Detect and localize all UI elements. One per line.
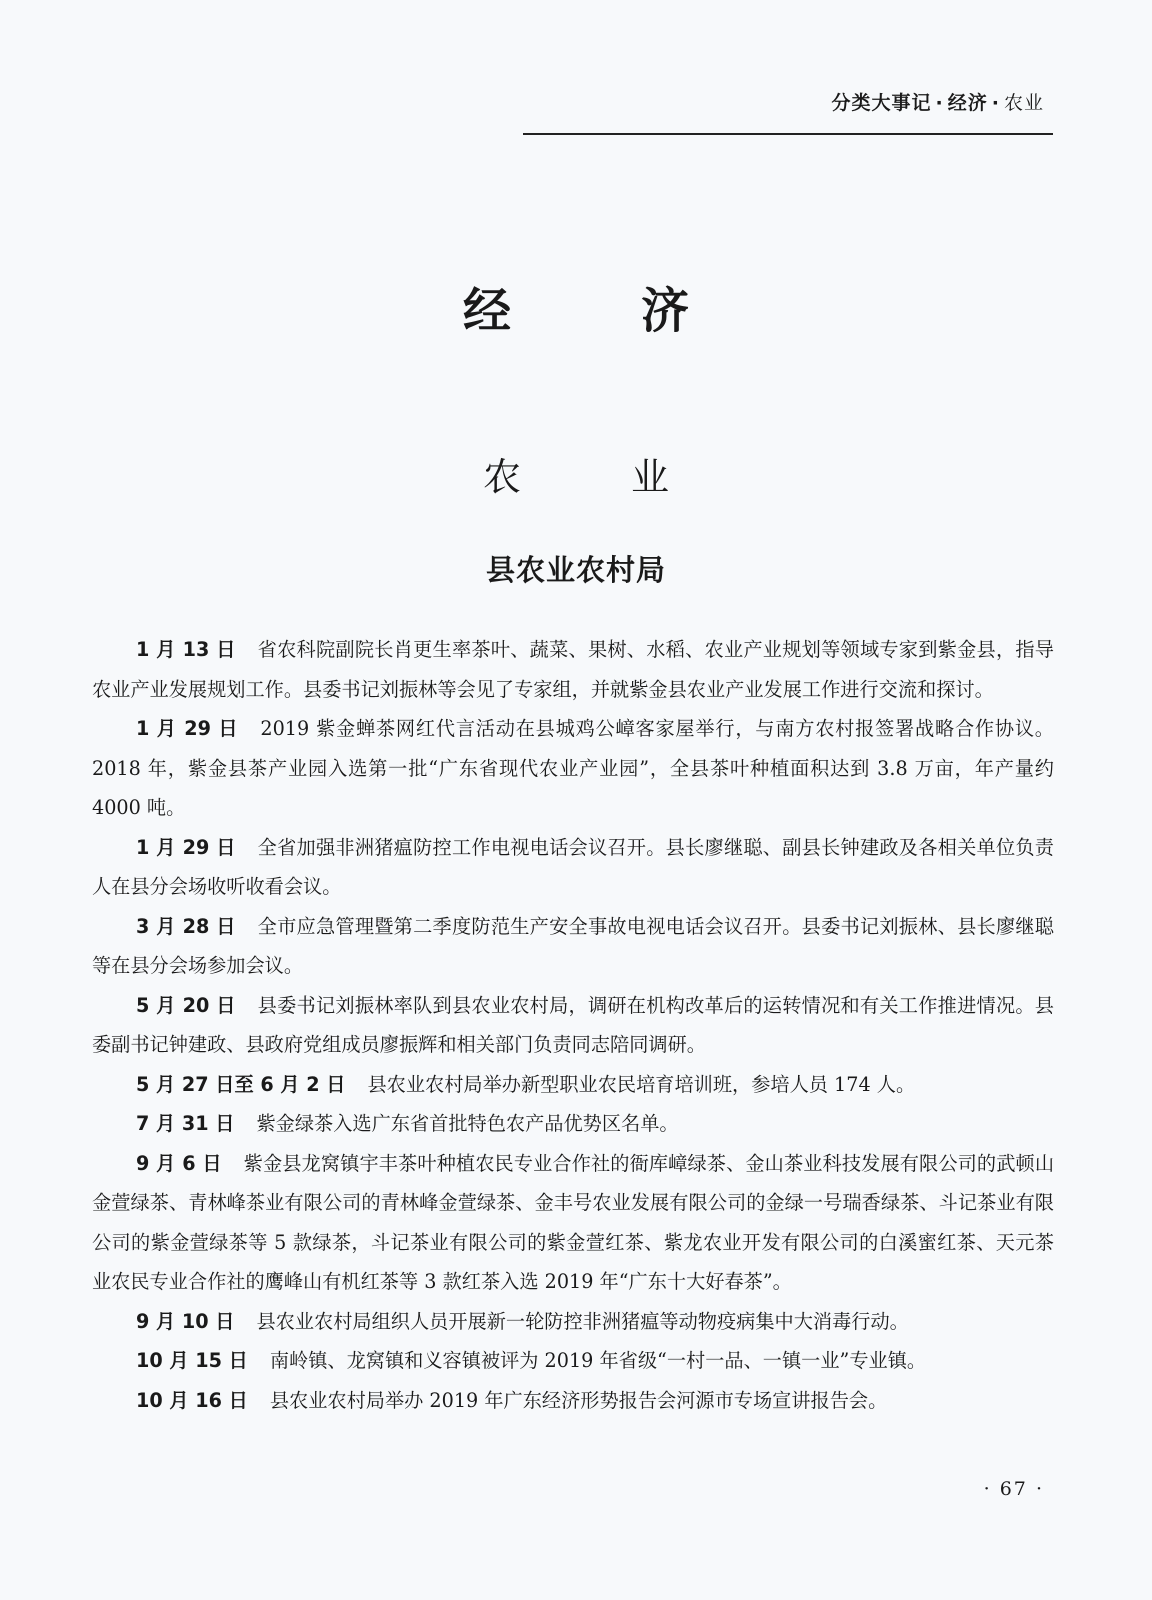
- chronicle-entry: [92, 907, 1054, 986]
- entry-text: 县农业农村局组织人员开展新一轮防控非洲猪瘟等动物疫病集中大消毒行动。: [256, 1309, 909, 1333]
- entry-text: 2019 紫金蝉茶网红代言活动在县城鸡公嶂客家屋举行，与南方农村报签署战略合作协议。2018 年，紫金县茶产业园入选第一批“广东省现代农业产业园”，全县茶叶种植面积达到 3.8 万亩，年产量约 4000 吨。: [92, 717, 1054, 819]
- chronicle-entry: [92, 630, 1054, 709]
- entry-date: 5 月 27 日至 6 月 2 日: [136, 1072, 346, 1096]
- section-title: 农业: [482, 455, 779, 499]
- chronicle-entry: [92, 1144, 1054, 1302]
- entry-text: 紫金县龙窝镇宇丰茶叶种植农民专业合作社的衙库嶂绿茶、金山茶业科技发展有限公司的武顿山金萱绿茶、青林峰茶业有限公司的青林峰金萱绿茶、金丰号农业发展有限公司的金绿一号瑞香绿茶、斗记茶业有限公司的紫金萱绿茶等 5 款绿茶，斗记茶业有限公司的紫金萱红茶、紫龙农业开发有限公司的白溪蜜红茶、天元茶业农民专业合作社的鹰峰山有机红茶等 3 款红茶入选 2019 年“广东十大好春茶”。: [92, 1151, 1055, 1293]
- chronicle-entry: [92, 1065, 1054, 1105]
- entry-text: 县农业农村局举办 2019 年广东经济形势报告会河源市专场宣讲报告会。: [269, 1388, 888, 1412]
- chronicle-entry: [92, 709, 1054, 828]
- entry-text: 全市应急管理暨第二季度防范生产安全事故电视电话会议召开。县委书记刘振林、县长廖继聪等在县分会场参加会议。: [92, 914, 1054, 977]
- sub-title: 县农业农村局: [485, 553, 666, 587]
- entry-text: 紫金绿茶入选广东省首批特色农产品优势区名单。: [256, 1112, 679, 1135]
- chronicle-entry: [92, 828, 1054, 907]
- chronicle-entry: [92, 1341, 1054, 1381]
- entry-text: 县农业农村局举办新型职业农民培育培训班，参培人员 174 人。: [367, 1072, 916, 1096]
- chronicle-entry: [92, 1104, 1054, 1144]
- entry-text: 省农科院副院长肖更生率茶叶、蔬菜、果树、水稻、农业产业规划等领域专家到紫金县，指导农业产业发展规划工作。县委书记刘振林等会见了专家组，并就紫金县农业产业发展工作进行交流和探讨。: [92, 638, 1054, 701]
- header-category: 分类大事记: [831, 92, 932, 114]
- entry-date: 1 月 13 日: [136, 638, 236, 661]
- page-number-value: 67: [999, 1478, 1028, 1500]
- entry-date: 9 月 6 日: [136, 1151, 222, 1175]
- entry-date: 3 月 28 日: [136, 914, 236, 938]
- entry-date: 1 月 29 日: [136, 717, 239, 740]
- entry-date: 1 月 29 日: [136, 835, 236, 859]
- entry-date: 5 月 20 日: [136, 993, 236, 1017]
- entry-text: 全省加强非洲猪瘟防控工作电视电话会议召开。县长廖继聪、副县长钟建政及各相关单位负责人在县分会场收听收看会议。: [92, 835, 1054, 898]
- entry-date: 9 月 10 日: [136, 1309, 235, 1333]
- chronicle-entry: [92, 1302, 1054, 1342]
- entry-date: 10 月 15 日: [136, 1349, 248, 1372]
- header-section: 经济: [947, 92, 988, 114]
- chronicle-entry: [92, 1381, 1054, 1421]
- header-rule: [523, 133, 1053, 135]
- entry-text: 县委书记刘振林率队到县农业农村局，调研在机构改革后的运转情况和有关工作推进情况。县委副书记钟建政、县政府党组成员廖振辉和相关部门负责同志陪同调研。: [92, 993, 1054, 1056]
- entry-date: 10 月 16 日: [136, 1388, 248, 1412]
- entry-date: 7 月 31 日: [136, 1112, 235, 1135]
- chronicle-entry: [92, 986, 1054, 1065]
- chronicle-entries: [92, 630, 1054, 1420]
- entry-text: 南岭镇、龙窝镇和义容镇被评为 2019 年省级“一村一品、一镇一业”专业镇。: [269, 1349, 927, 1372]
- header-subsection: 农业: [1003, 92, 1044, 114]
- running-header: 分类大事记 · 经济 · 农业: [831, 92, 1044, 114]
- main-title: 经济: [462, 283, 819, 339]
- page-number: · 67 ·: [983, 1478, 1044, 1500]
